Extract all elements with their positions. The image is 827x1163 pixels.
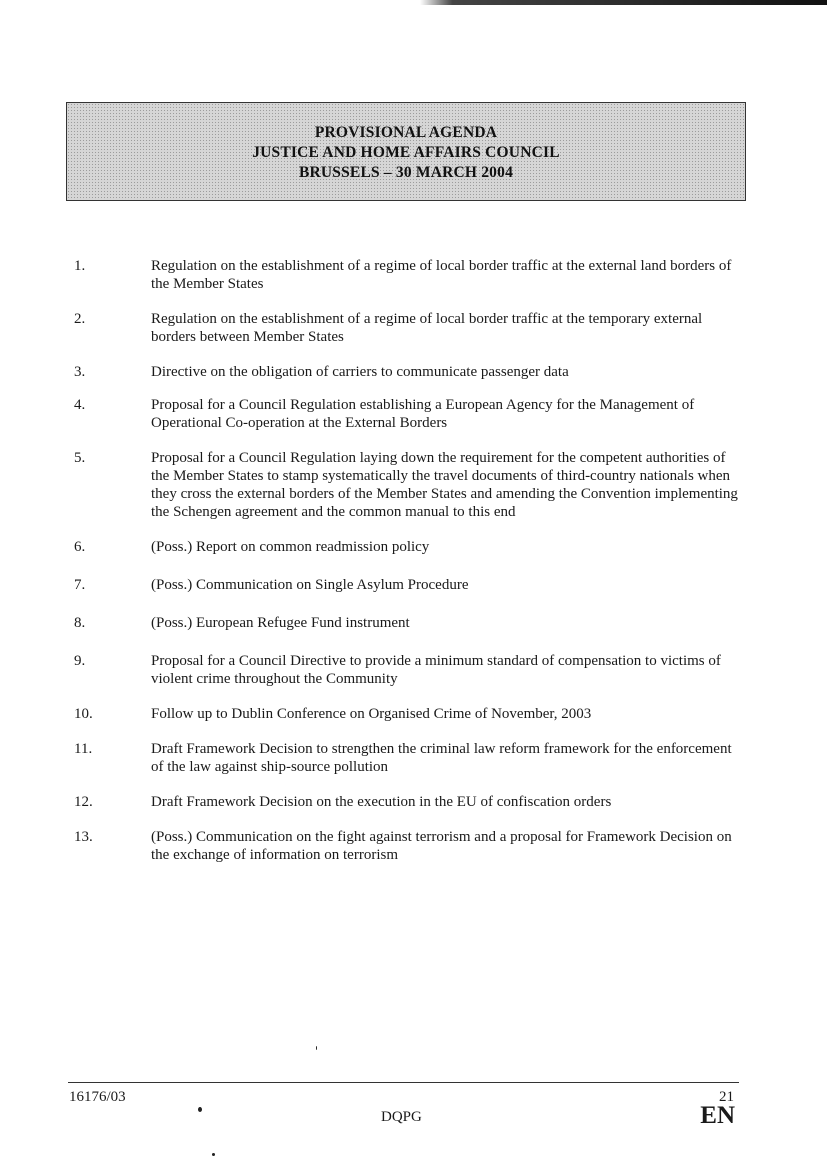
agenda-item [74, 576, 744, 594]
agenda-item-number: 4. [74, 397, 86, 413]
agenda-item-text: Draft Framework Decision on the execution in the EU of confiscation orders [151, 794, 612, 810]
agenda-item [74, 793, 744, 811]
agenda-item-number: 2. [74, 311, 86, 327]
agenda-item-text: Regulation on the establishment of a regime of local border traffic at the temporary external borders between Member States [151, 311, 703, 345]
agenda-item-text: Proposal for a Council Directive to provide a minimum standard of compensation to victims of violent crime throughout the Community [151, 653, 721, 687]
header-location-date: BRUSSELS – 30 MARCH 2004 [298, 164, 514, 181]
agenda-item-text: Regulation on the establishment of a regime of local border traffic at the external land borders of the Member States [151, 258, 732, 292]
agenda-item [74, 705, 744, 723]
agenda-item-number: 8. [74, 615, 86, 631]
directorate-code: DQPG [381, 1109, 422, 1125]
agenda-item-text: (Poss.) Report on common readmission policy [151, 539, 430, 555]
header-title: PROVISIONAL AGENDA [314, 124, 498, 141]
agenda-item-text: (Poss.) Communication on Single Asylum Procedure [151, 577, 469, 593]
scan-speck [316, 1046, 317, 1050]
agenda-item [74, 652, 744, 688]
agenda-item-number: 3. [74, 364, 86, 380]
footer-rule [68, 1082, 739, 1083]
agenda-item-text: Proposal for a Council Regulation establishing a European Agency for the Management of Operational Co-operation at the External Borders [151, 397, 695, 431]
agenda-item-number: 7. [74, 577, 86, 593]
agenda-item-number: 1. [74, 258, 86, 274]
agenda-item-text: (Poss.) European Refugee Fund instrument [151, 615, 410, 631]
page-number: 21 [719, 1089, 734, 1105]
agenda-item [74, 740, 744, 776]
agenda-item-number: 13. [74, 829, 93, 845]
agenda-item-text: Proposal for a Council Regulation laying down the requirement for the competent authorities of the Member States to stamp systematically the travel documents of third-country nationals when they cross the external borders of the Member States and amending the Convention implementing the Schengen agreement and the common manual to this end [151, 450, 738, 520]
agenda-item-text: Directive on the obligation of carriers to communicate passenger data [151, 364, 569, 380]
agenda-list [74, 257, 744, 864]
language-code: EN [700, 1102, 735, 1129]
agenda-item [74, 363, 744, 381]
top-edge-rule [420, 0, 827, 5]
agenda-item-number: 11. [74, 741, 93, 757]
agenda-item-number: 12. [74, 794, 93, 810]
agenda-item-text: Draft Framework Decision to strengthen the criminal law reform framework for the enforcement of the law against ship-source pollution [151, 741, 732, 775]
agenda-item [74, 828, 744, 864]
header-council: JUSTICE AND HOME AFFAIRS COUNCIL [252, 144, 560, 161]
agenda-item-text: (Poss.) Communication on the fight against terrorism and a proposal for Framework Decision on the exchange of information on terrorism [151, 829, 732, 863]
agenda-item [74, 396, 744, 432]
scan-speck [212, 1153, 215, 1156]
agenda-item [74, 257, 744, 293]
agenda-item-number: 10. [74, 706, 93, 722]
agenda-item-number: 5. [74, 450, 86, 466]
agenda-item-number: 9. [74, 653, 86, 669]
agenda-header-box [66, 102, 746, 201]
header-title-block [67, 123, 745, 183]
agenda-item [74, 310, 744, 346]
document-reference: 16176/03 [69, 1089, 126, 1105]
agenda-item [74, 449, 744, 521]
agenda-item-number: 6. [74, 539, 86, 555]
scan-speck [198, 1107, 202, 1112]
agenda-item-text: Follow up to Dublin Conference on Organised Crime of November, 2003 [151, 706, 592, 722]
agenda-item [74, 538, 744, 556]
agenda-item [74, 614, 744, 632]
